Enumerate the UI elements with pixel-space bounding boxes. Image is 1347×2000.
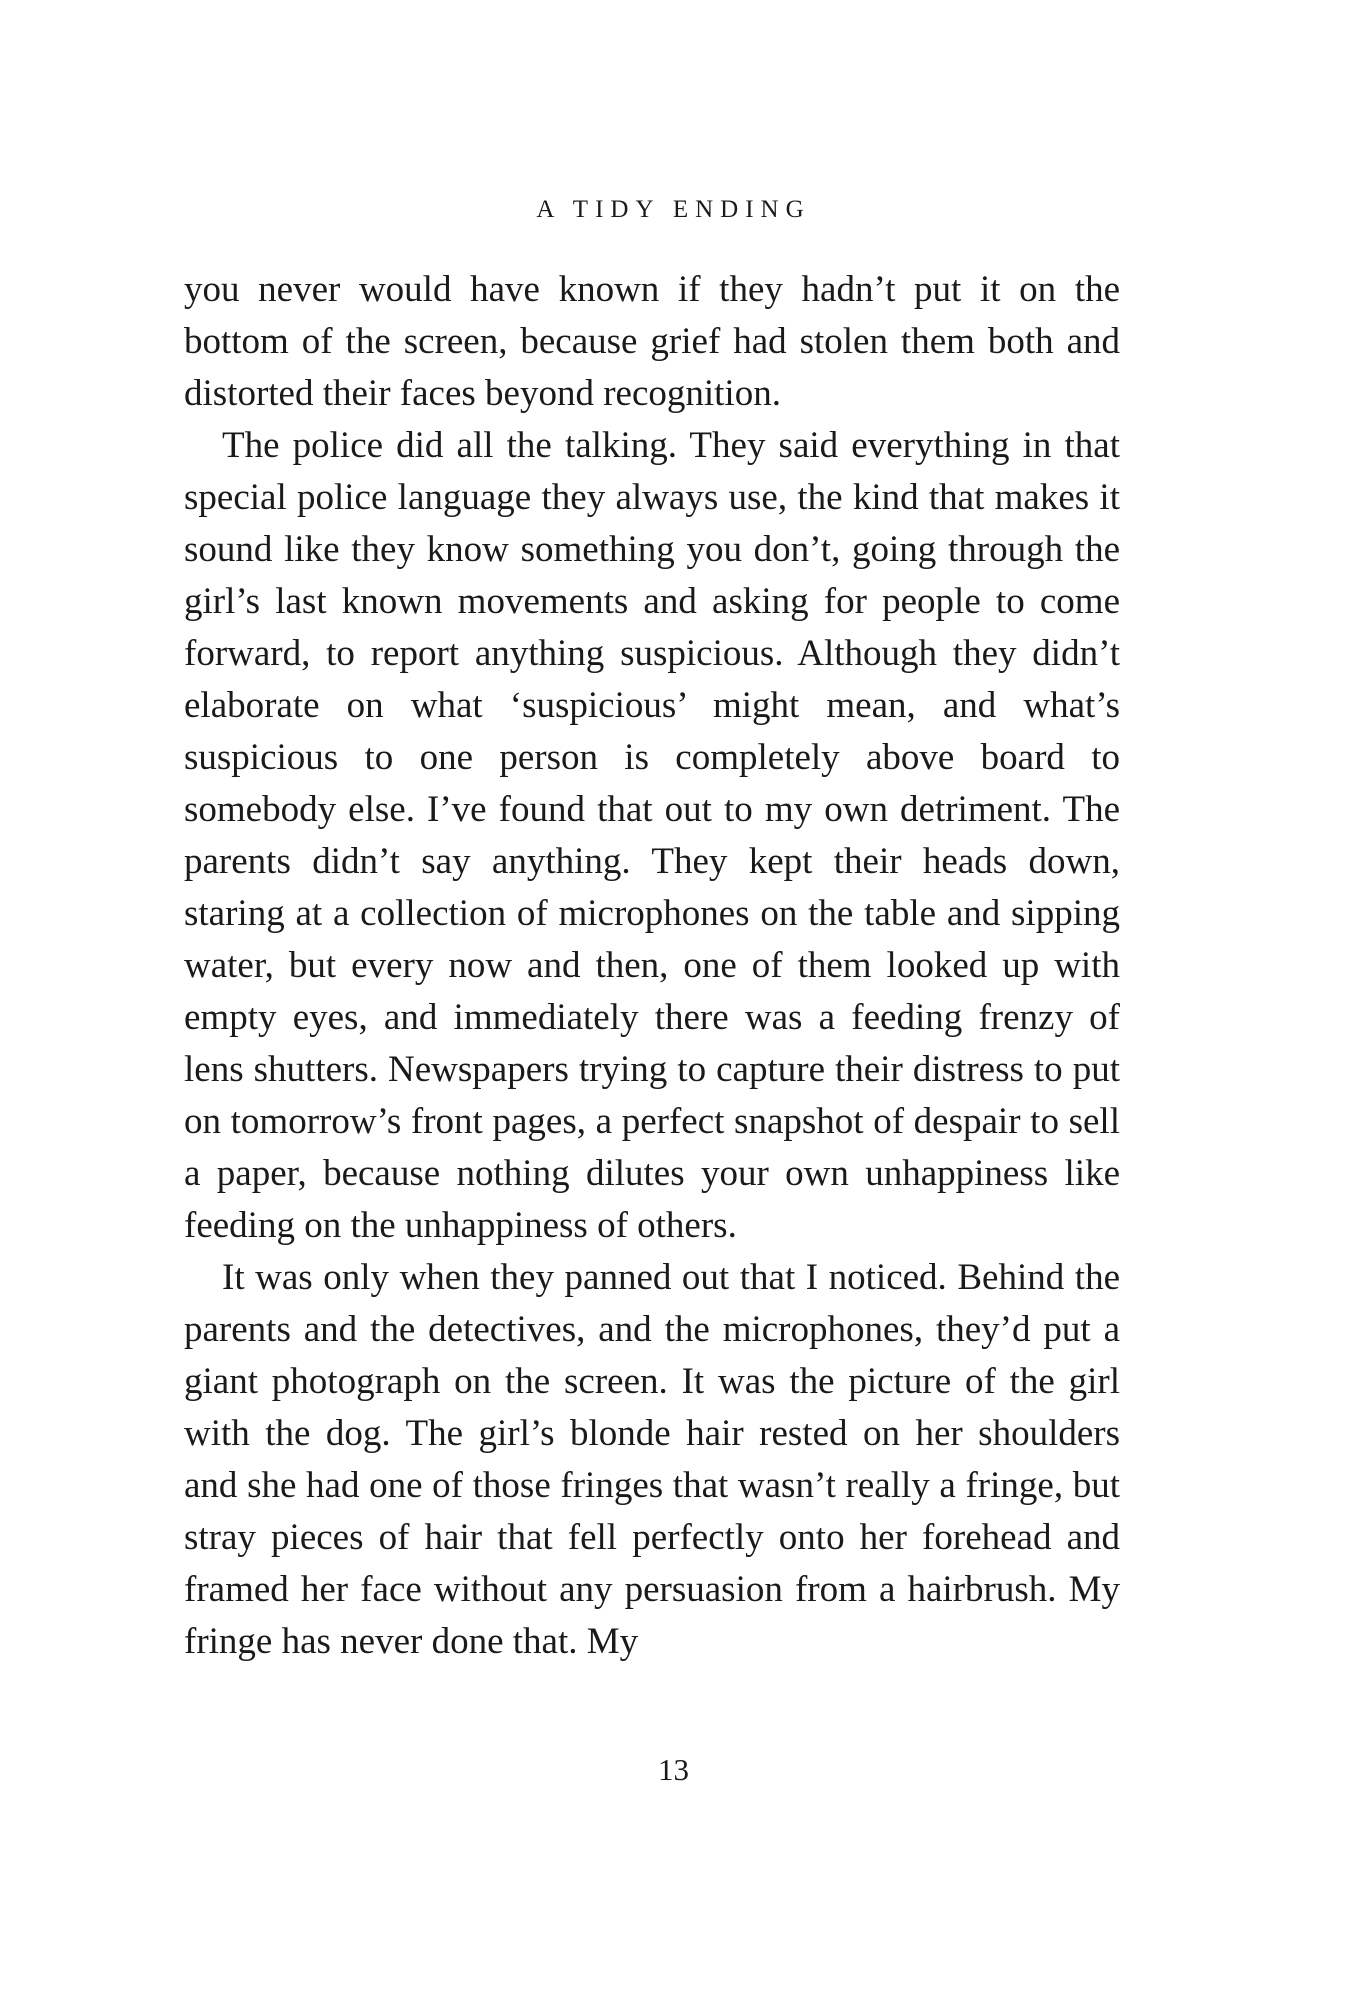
- paragraph: It was only when they panned out that I noticed. Behind the parents and the detectives, and the microphones, they’d put a giant photograph on the screen. It was the picture of the girl with the dog. The girl’s blonde hair rested on her shoulders and she had one of those fringes that wasn’t really a fringe, but stray pieces of hair that fell perfectly onto her forehead and framed her face without any persuasion from a hairbrush. My fringe has never done that. My: [184, 1257, 1120, 1662]
- running-head: A TIDY ENDING: [536, 196, 811, 223]
- page-number: 13: [658, 1752, 689, 1787]
- body-text: [184, 264, 1120, 1668]
- paragraph: The police did all the talking. They said everything in that special police language they always use, the kind that makes it sound like they know something you don’t, going through the girl’s last known movements and asking for people to come forward, to report anything suspicious. Although they didn’t elaborate on what ‘suspicious’ might mean, and what’s suspicious to one person is completely above board to somebody else. I’ve found that out to my own detriment. The parents didn’t say anything. They kept their heads down, staring at a collection of microphones on the table and sipping water, but every now and then, one of them looked up with empty eyes, and immediately there was a feeding frenzy of lens shutters. Newspapers trying to capture their distress to put on tomorrow’s front pages, a perfect snapshot of despair to sell a paper, because nothing dilutes your own unhappiness like feeding on the unhappiness of others.: [184, 425, 1120, 1246]
- paragraph-continued: you never would have known if they hadn’t put it on the bottom of the screen, because grief had stolen them both and distorted their faces beyond recognition.: [184, 269, 1120, 414]
